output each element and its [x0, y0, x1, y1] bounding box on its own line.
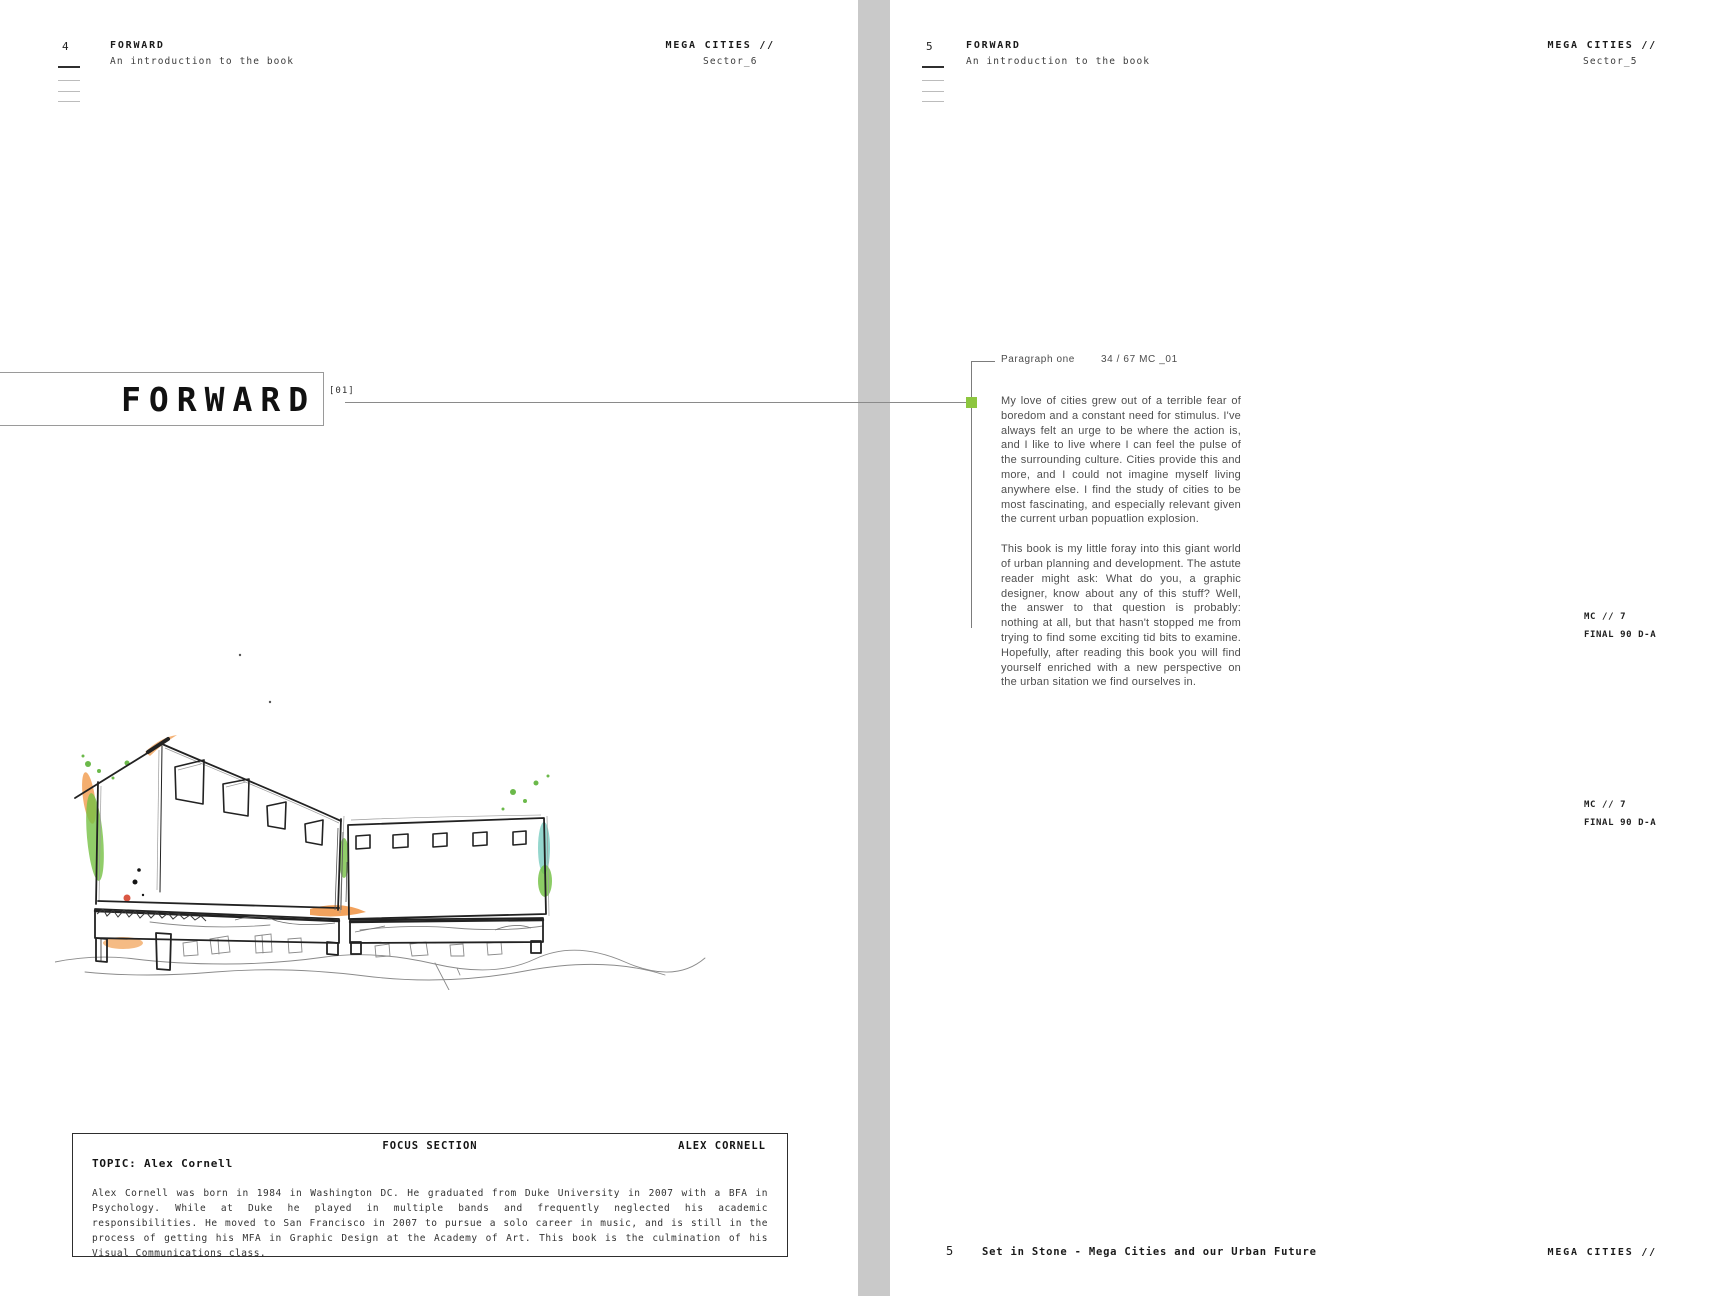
focus-topic: TOPIC: Alex Cornell [92, 1157, 234, 1170]
margin-note-1-line-1: MC // 7 [1584, 612, 1627, 622]
building-sketch [55, 630, 775, 990]
left-header-brand: MEGA CITIES // [665, 40, 775, 51]
focus-section-label: FOCUS SECTION [382, 1140, 478, 1152]
page-gutter [858, 0, 890, 1296]
body-paragraph-1: My love of cities grew out of a terrible fear of boredom and a constant need for stimulus. I've always felt an urge to be where the action is, and I like to live where I can feel the pulse of the surrounding culture. Cities provide this and more, and I could not imagine myself living anywhere else. I find the study of cities to be most fascinating, and especially relevant given the current urban popuatlion explosion. [1001, 395, 1241, 526]
focus-bio: Alex Cornell was born in 1984 in Washington DC. He graduated from Duke University in 2007 with a BFA in Psychology. While at Duke he played in multiple bands and frequently neglected his academic responsibilities. He moved to San Francisco in 2007 to pursue a solo career in music, and is still in the process of getting his MFA in Graphic Design at the Academy of Art. This book is the culmination of his Visual Communications class. [92, 1188, 768, 1259]
left-header-sector: Sector_6 [703, 56, 758, 67]
chapter-title-box [0, 372, 324, 426]
left-page-number: 4 [62, 40, 70, 53]
margin-note-1-line-2: FINAL 90 D-A [1584, 630, 1657, 640]
right-header-section: FORWARD [966, 40, 1021, 51]
chapter-index-label: [01] [329, 386, 355, 396]
margin-note-2-line-2: FINAL 90 D-A [1584, 818, 1657, 828]
margin-note-2-line-1: MC // 7 [1584, 800, 1627, 810]
right-header-subtitle: An introduction to the book [966, 56, 1151, 67]
body-paragraph-2: This book is my little foray into this giant world of urban planning and development. The astute reader might ask: What do you, a graphic designer, know about any of this stuff? Well, the answer to that question is probably: nothing at all, but that hasn't stopped me from trying to find some exciting tid bits to examine. Hopefully, after reading this book you will find yourself enriched with a new perspective on the urban sitation we find ourselves in. [1001, 543, 1241, 689]
connector-line [345, 402, 966, 403]
left-header-subtitle: An introduction to the book [110, 56, 295, 67]
left-header-section: FORWARD [110, 40, 165, 51]
right-header-sector: Sector_5 [1583, 56, 1638, 67]
sketch-splashes [79, 654, 552, 949]
paragraph-bracket-tick [971, 361, 995, 362]
paragraph-meta [1001, 354, 1178, 365]
chapter-title: FORWARD [121, 379, 317, 419]
footer-page-number: 5 [946, 1244, 954, 1258]
body-text-column [1001, 394, 1241, 690]
right-page-number: 5 [926, 40, 934, 53]
sketch-buildings [75, 739, 546, 970]
paragraph-meta-ref: 34 / 67 MC _01 [1100, 354, 1178, 365]
sketch-ground-scribbles [55, 922, 705, 990]
paragraph-anchor-marker [966, 397, 977, 408]
footer-book-title: Set in Stone - Mega Cities and our Urban Future [982, 1246, 1317, 1258]
footer-brand: MEGA CITIES // [1547, 1247, 1657, 1258]
focus-author-label: ALEX CORNELL [678, 1140, 766, 1152]
paragraph-meta-label: Paragraph one [1001, 354, 1075, 365]
right-header-brand: MEGA CITIES // [1547, 40, 1657, 51]
